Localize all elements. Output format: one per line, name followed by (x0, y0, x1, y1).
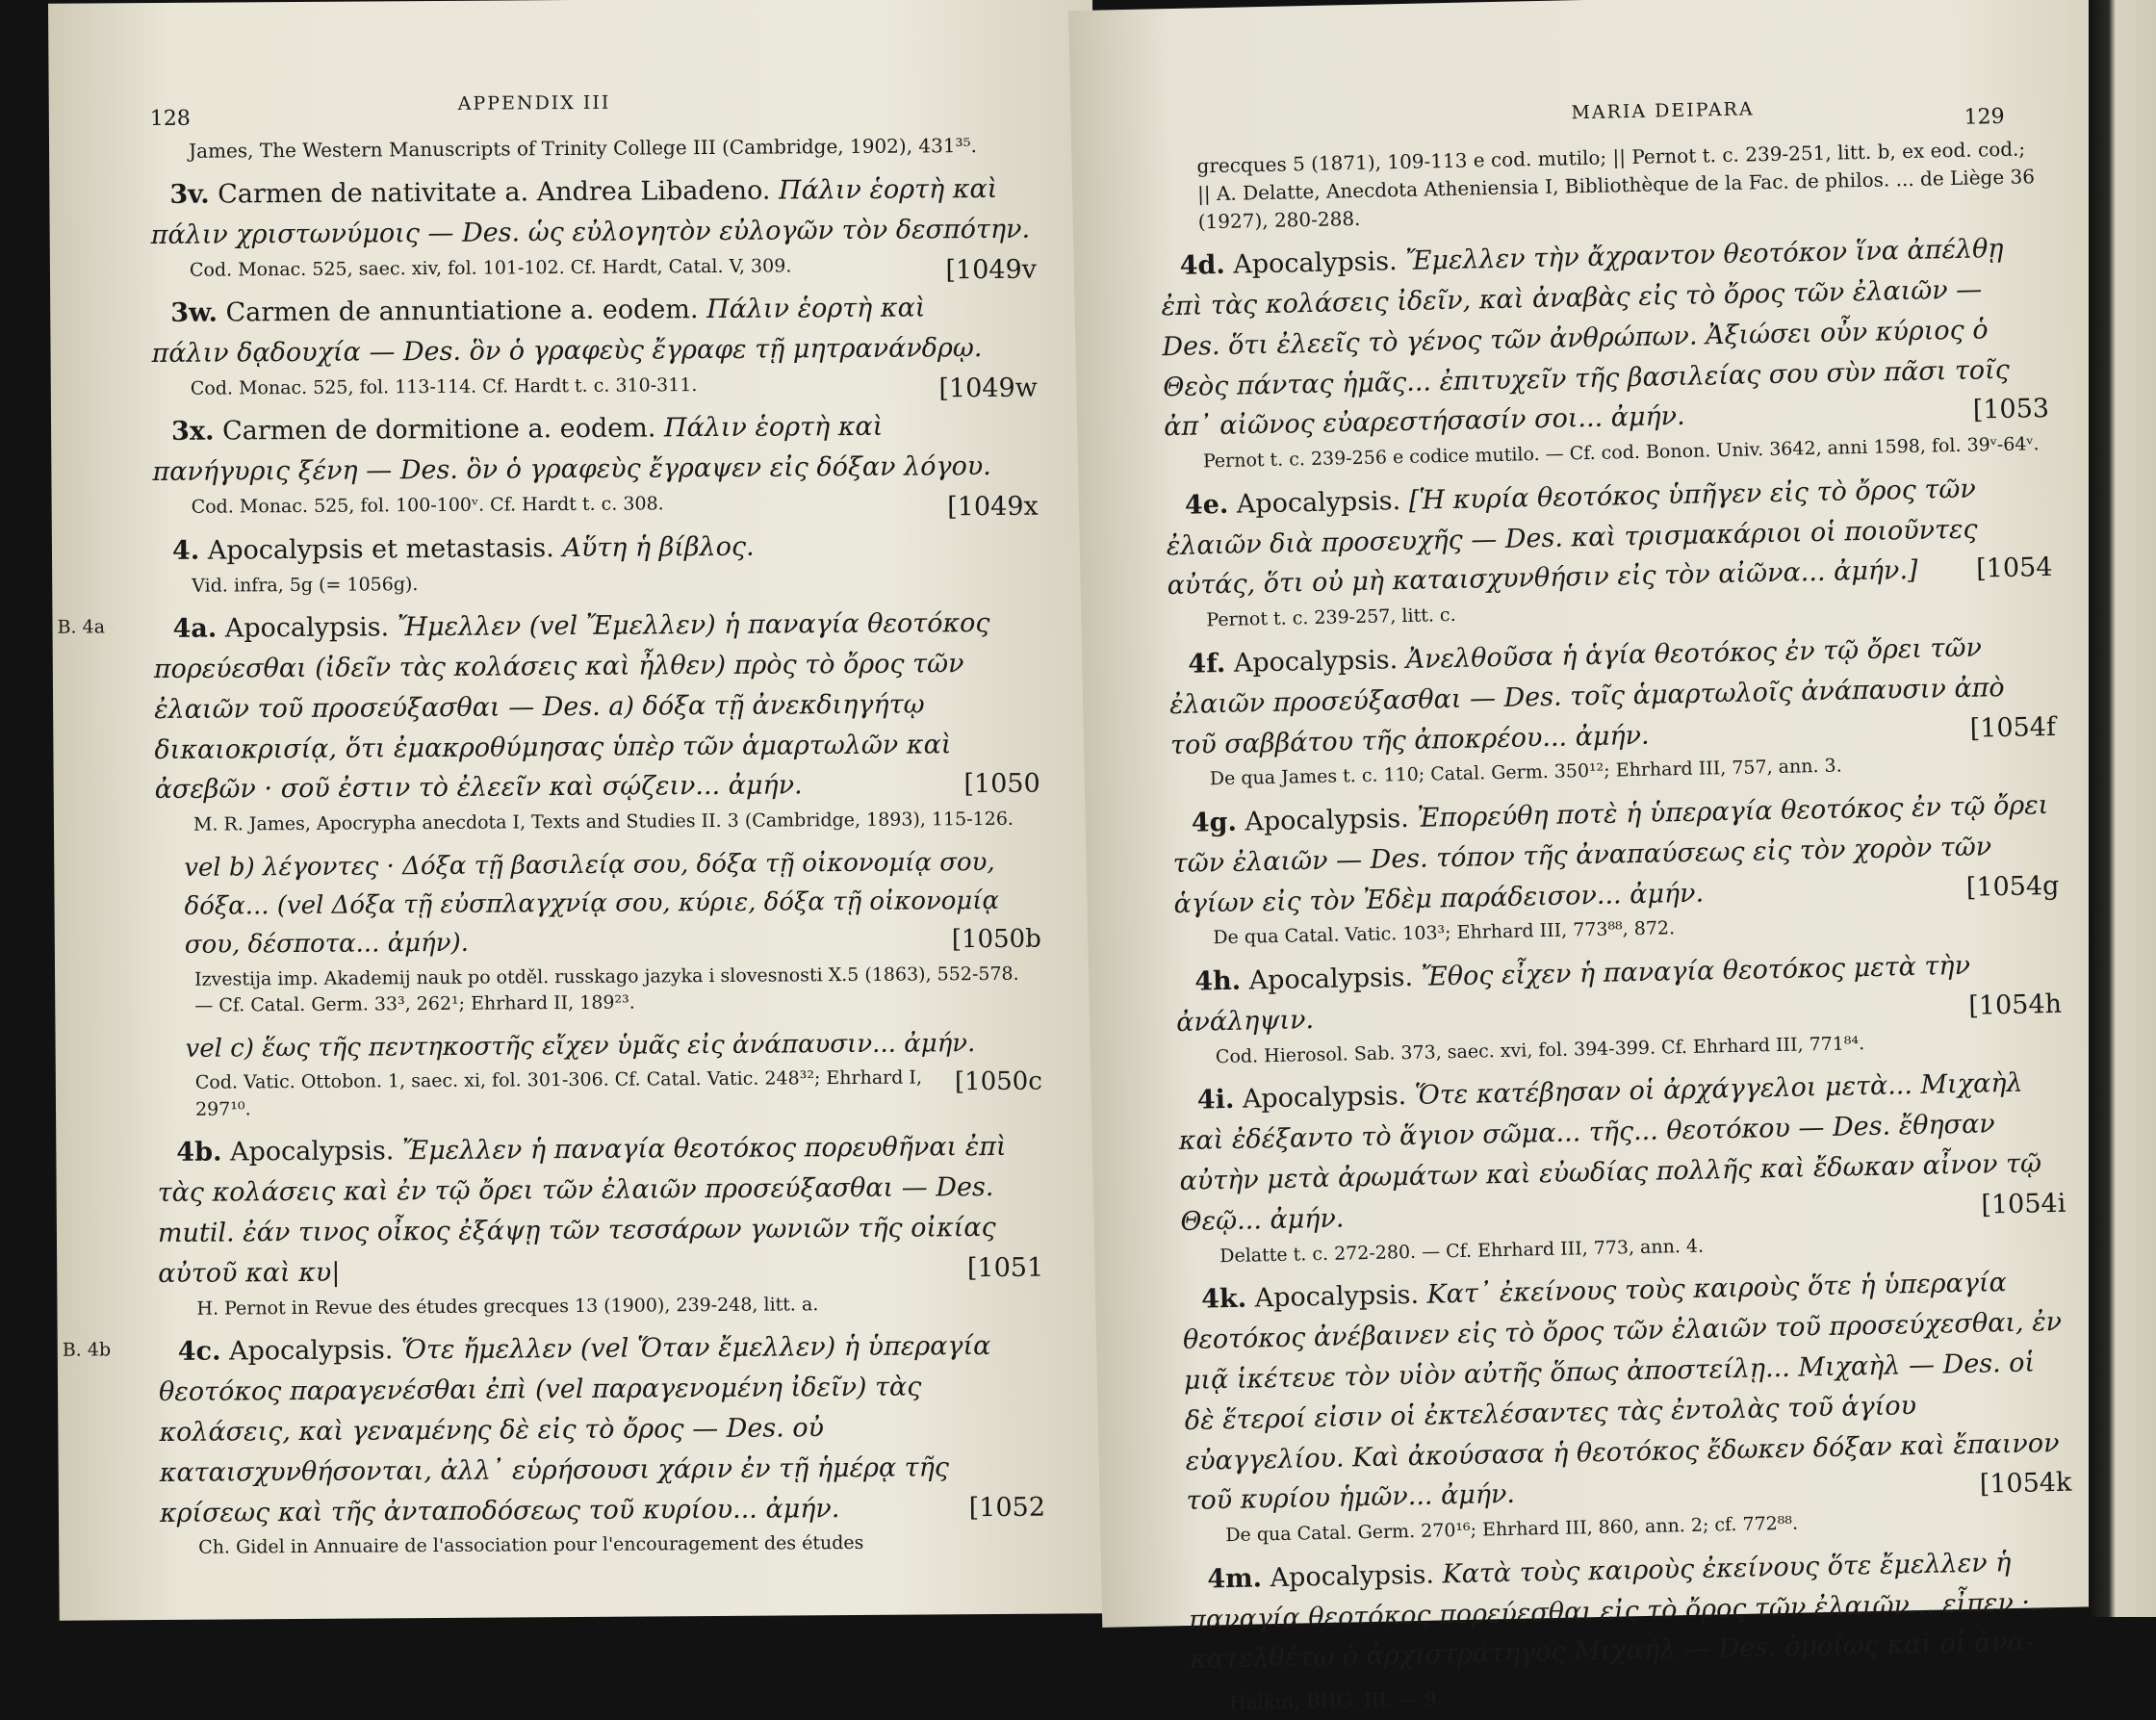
source-reference: Izvestija imp. Akademij nauk po otděl. russkago jazyka i slovesnosti X.5 (1863), 552-578. — Cf. Catal. Germ. 33³, 262¹; Ehrhard II, 189²³. (194, 963, 1019, 1017)
entry-title: Carmen de annuntiatione a. eodem. (225, 295, 699, 328)
bhg-number: [1054i (1981, 1188, 2066, 1220)
entry-title: Apocalypsis. (224, 612, 390, 644)
bhg-number: [1050b (951, 925, 1041, 955)
bhg-number: [1054f (1969, 711, 2057, 744)
source-reference: M. R. James, Apocrypha anecdota I, Texts and Studies II. 3 (Cambridge, 1893), 115-126. (192, 809, 1014, 836)
entry-text (1188, 1541, 2075, 1681)
left-page (48, 0, 1104, 1621)
greek-incipit: Ἐπορεύθη ποτὲ ἡ ὑπεραγία θεοτόκος ἐν τῷ ὄρει τῶν ἐλαιῶν — Des. τόπον τῆς ἀναπαύσεως εἰς τὸν χορὸν τῶν ἁγίων εἰς τὸν Ἐδὲμ παράδεισον... ἀμήν. (1172, 789, 2049, 919)
bibliography-text: grecques 5 (1871), 109-113 e cod. mutilo; || Pernot t. c. 239-251, litt. b, ex eod. cod.; || A. Delatte, Anecdota Atheniensia I, Bibliothèque de la Fac. de philos. ... de Liège 36 (1927), 280-288. (1196, 137, 2036, 234)
greek-incipit: Πάλιν ἑορτὴ καὶ πάλιν χριστωνύμοις — Des. ὡς εὐλογητὸν εὐλογῶν τὸν δεσπότην. (150, 173, 1031, 250)
catalogue-entry (150, 132, 1036, 166)
bhg-number: [1049w (938, 372, 1038, 404)
source-reference: Cod. Monac. 525, fol. 113-114. Cf. Hardt t. c. 310-311. (190, 374, 698, 399)
entry-title: Carmen de dormitione a. eodem. (221, 413, 656, 448)
margin-reference: B. 4b (62, 1339, 112, 1361)
catalogue-entry (157, 1127, 1043, 1322)
entry-text (1168, 627, 2056, 766)
source-reference: Pernot t. c. 239-257, litt. c. (1206, 604, 1456, 631)
source-reference: Ch. Gidel in Annuaire de l'association pour l'encouragement des études (198, 1532, 864, 1559)
bhg-number: [1054g (1965, 870, 2060, 903)
entry-number: 4k. (1200, 1283, 1247, 1315)
bhg-number: [1054 (1975, 552, 2053, 585)
entry-title: Apocalypsis. (1245, 803, 1410, 837)
greek-incipit: [Ἡ κυρία θεοτόκος ὑπῆγεν εἰς τὸ ὄρος τῶν ἐλαιῶν διὰ προσευχῆς — Des. καὶ τρισμακάριοι οἱ ποιοῦντες αὐτάς, ὅτι οὐ μὴ καταισχυνθήσιν εἰς τὸν αἰῶνα... ἀμήν.] (1166, 474, 1978, 602)
entry-number: 4. (171, 535, 200, 566)
source-reference: Vid. infra, 5g (= 1056g). (192, 573, 419, 597)
source-reference: Cod. Monac. 525, saec. xiv, fol. 101-102. Cf. Hardt, Catal. V, 309. (189, 255, 792, 281)
greek-incipit: Αὕτη ἡ βίβλος. (562, 531, 755, 563)
margin-reference: B. 4a (57, 616, 106, 638)
left-page-body (57, 132, 1046, 1562)
entry-text (184, 842, 1041, 964)
greek-incipit: Κατὰ τοὺς καιροὺς ἐκείνους ὅτε ἔμελλεν ἡ παναγία θεοτόκος πορεύεσθαι εἰς τὸ ὄρος τῶν ἐλαιῶν... εἶπεν ·... κατελθέτω ὁ ἀρχιστράτηγος Μιχαήλ — Des. ὁμοίως καὶ οἱ ἀνα- (1188, 1547, 2056, 1676)
catalogue-entry (1158, 135, 2045, 237)
catalogue-entry (1165, 468, 2053, 635)
entry-title: Apocalypsis. (229, 1136, 395, 1168)
signature-mark: Halkin, BHG. III. — 9. (1228, 1686, 1444, 1715)
right-page (1068, 0, 2132, 1715)
entry-number: 4g. (1191, 807, 1238, 838)
catalogue-entry (62, 1326, 1046, 1562)
greek-incipit: Πάλιν ἑορτὴ καὶ πανήγυρις ξένη — Des. ὃν ὁ γραφεὺς ἔγραψεν εἰς δόξαν λόγου. (152, 412, 991, 488)
variant-text: vel c) ἕως τῆς πεντηκοστῆς εἴχεν ὑμᾶς εἰς ἀνάπαυσιν... ἀμήν. (185, 1028, 976, 1064)
greek-incipit: Ἤμελλεν (vel Ἔμελλεν) ἡ παναγία θεοτόκος πορεύεσθαι (ἰδεῖν τὰς κολάσεις καὶ ἦλθεν) πρὸς τὸ ὄρος τῶν ἐλαιῶν τοῦ προσεύξασθαι — Des. a) δόξα τῇ ἀνεκδιηγήτῳ δικαιοκρισίᾳ, ὅτι ἐμακροθύμησας ὑπὲρ τῶν ἁμαρτωλῶν καὶ ἀσεβῶν · σοῦ ἐστιν τὸ ἐλεεῖν καὶ σῴζειν... ἀμήν. (153, 608, 990, 806)
right-running-title: MARIA DEIPARA (1571, 98, 1755, 124)
entry-text (153, 603, 1040, 811)
catalogue-entry (152, 406, 1039, 522)
entry-title: Apocalypsis. (1248, 962, 1414, 996)
catalogue-entry (1168, 627, 2057, 794)
catalogue-entry (151, 288, 1038, 403)
entry-number: 3x. (171, 417, 215, 448)
entry-text (157, 1127, 1043, 1295)
catalogue-entry (1188, 1541, 2075, 1681)
catalogue-entry (57, 603, 1040, 839)
greek-incipit: Ὅτε ἤμελλεν (vel Ὅταν ἔμελλεν) ἡ ὑπεραγία θεοτόκος παραγενέσθαι ἐπὶ (vel παραγενομένη ἰδεῖν) τὰς κολάσεις, καὶ γεναμένης δὲ εἰς τὸ ὄρος — Des. οὐ καταισχυνθήσονται, ἀλλ᾽ εὑρήσουσι χάριν ἐν τῇ ἡμέρᾳ τῆς κρίσεως καὶ τῆς ἀνταποδόσεως τοῦ κυρίου... ἀμήν. (158, 1331, 991, 1528)
catalogue-entry (1182, 1262, 2073, 1551)
bhg-number: [1053 (1972, 394, 2050, 425)
bhg-number: [1049v (945, 254, 1038, 285)
bhg-number: [1051 (966, 1252, 1044, 1283)
greek-incipit: Κατ᾽ ἐκείνους τοὺς καιροὺς ὅτε ἡ ὑπεραγία θεοτόκος ἀνέβαινεν εἰς τὸ ὄρος τῶν ἐλαιῶν τοῦ προσεύχεσθαι, ἐν μιᾷ ἱκέτευε τὸν υἱὸν αὐτῆς ὅπως ἀποστείλῃ... Μιχαὴλ — Des. οἱ δὲ ἕτεροί εἰσιν οἱ ἐκτελέσαντες τὰς ἐντολὰς τοῦ ἁγίου εὐαγγελίου. Καὶ ἀκούσασα ἡ θεοτόκος ἔδωκεν δόξαν καὶ ἔπαινον τοῦ κυρίου ἡμῶν... ἀμήν. (1182, 1268, 2063, 1517)
entry-number: 4d. (1179, 249, 1226, 281)
greek-incipit: Πάλιν ἑορτὴ καὶ πάλιν δᾳδουχία — Des. ὃν ὁ γραφεὺς ἔγραφε τῇ μητρανάνδρῳ. (151, 293, 983, 370)
catalogue-entry (156, 1023, 1042, 1123)
catalogue-entry (1177, 1063, 2066, 1271)
entry-number: 4m. (1206, 1563, 1263, 1595)
greek-incipit: Ἔθος εἶχεν ἡ παναγία θεοτόκος μετὰ τὴν ἀνάληψιν. (1175, 950, 1971, 1038)
catalogue-entry (1160, 228, 2050, 476)
entry-number: 4e. (1184, 489, 1229, 521)
catalogue-entry (150, 169, 1037, 285)
source-reference: Delatte t. c. 272-280. — Cf. Ehrhard III, 773, ann. 4. (1219, 1235, 1705, 1267)
catalogue-entry (155, 842, 1041, 1019)
bhg-number: [1052 (968, 1492, 1046, 1523)
right-page-body (1158, 135, 2075, 1681)
bhg-number: [1050 (963, 769, 1040, 800)
source-reference: De qua Catal. Germ. 270¹⁶; Ehrhard III, 860, ann. 2; cf. 772⁸⁸. (1225, 1512, 1799, 1547)
entry-title: Carmen de nativitate a. Andrea Libadeno. (218, 175, 771, 210)
entry-title: Apocalypsis. (1233, 246, 1399, 280)
greek-incipit: Ἔμελλεν ἡ παναγία θεοτόκος πορευθῆναι ἐπὶ τὰς κολάσεις καὶ ἐν τῷ ὄρει τῶν ἐλαιῶν προσεύξασθαι — Des. mutil. ἐάν τινος οἶκος ἐξάψῃ τῶν τεσσάρων γωνιῶν τῆς οἰκίας αὐτοῦ καὶ κυ| (157, 1132, 1007, 1289)
bibliography-text: James, The Western Manuscripts of Trinity College III (Cambridge, 1902), 431³⁵. (189, 134, 978, 163)
entry-number: 3v. (169, 179, 210, 210)
entry-title: Apocalypsis et metastasis. (207, 532, 554, 566)
left-page-number: 128 (149, 106, 191, 132)
catalogue-entry (153, 525, 1039, 600)
entry-text (159, 1326, 1045, 1534)
left-running-title: APPENDIX III (457, 91, 611, 115)
bhg-number: [1050c (954, 1066, 1042, 1097)
variant-text: vel b) λέγοντες · Δόξα τῇ βασιλείᾳ σου, δόξα τῇ οἰκονομίᾳ σου, δόξα... (vel Δόξα τῇ εὐσπλαγχνίᾳ σου, κύριε, δόξα τῇ οἰκονομίᾳ σου, δέσποτα... ἀμήν). (184, 847, 1000, 961)
catalogue-entry (1171, 785, 2060, 953)
entry-text (1165, 468, 2052, 607)
entry-title: Apocalypsis. (1236, 485, 1401, 520)
entry-number: 4a. (172, 613, 218, 644)
greek-incipit: Ἀνελθοῦσα ἡ ἁγία θεοτόκος ἐν τῷ ὄρει τῶν ἐλαιῶν προσεύξασθαι — Des. τοῖς ἁμαρτωλοῖς ἀνάπαυσιν ἀπὸ τοῦ σαββάτου τῆς ἀποκρέου... ἀμήν. (1168, 632, 2005, 760)
left-running-head (150, 74, 1036, 138)
entry-number: 4b. (176, 1137, 222, 1168)
catalogue-entry (1175, 944, 2063, 1071)
source-reference: H. Pernot in Revue des études grecques 13 (1900), 239-248, litt. a. (196, 1293, 819, 1320)
entry-title: Apocalypsis. (1254, 1280, 1420, 1314)
entry-text (1177, 1063, 2066, 1243)
entry-text (1160, 228, 2049, 448)
source-reference: Cod. Vatic. Ottobon. 1, saec. xi, fol. 301-306. Cf. Catal. Vatic. 248³²; Ehrhard I, 297¹⁰. (194, 1066, 923, 1120)
entry-number: 4c. (177, 1336, 221, 1368)
entry-number: 4f. (1188, 648, 1226, 680)
bhg-number: [1054k (1979, 1468, 2072, 1501)
bhg-number: [1054h (1968, 988, 2063, 1021)
greek-incipit: Ἔμελλεν τὴν ἄχραντον θεοτόκον ἵνα ἀπέλθῃ ἐπὶ τὰς κολάσεις ἰδεῖν, καὶ ἀναβὰς εἰς τὸ ὄρος τῶν ἐλαιῶν — Des. ὅτι ἐλεεῖς τὸ γένος τῶν ἀνθρώπων. Ἀξιώσει οὖν κύριος ὁ Θεὸς πάντας ἡμᾶς... ἐπιτυχεῖν τῆς βασιλείας σου σὺν πᾶσι τοῖς ἀπ᾽ αἰῶνος εὐαρεστήσασίν σοι... ἀμήν. (1161, 233, 2011, 443)
entry-number: 3w. (170, 297, 218, 329)
entry-title: Apocalypsis. (228, 1335, 394, 1367)
source-reference: Cod. Monac. 525, fol. 100-100ᵛ. Cf. Hardt t. c. 308. (191, 493, 664, 518)
entry-number: 4h. (1194, 965, 1242, 997)
next-page-edge (2089, 0, 2156, 1617)
entry-number: 4i. (1196, 1085, 1235, 1116)
entry-title: Apocalypsis. (1270, 1559, 1435, 1593)
entry-text (153, 525, 1039, 571)
source-reference: Cod. Hierosol. Sab. 373, saec. xvi, fol. 394-399. Cf. Ehrhard III, 771⁸⁴. (1215, 1032, 1865, 1067)
source-reference: Pernot t. c. 239-256 e codice mutilo. — Cf. cod. Bonon. Univ. 3642, anni 1598, fol. 39ᵛ-64ᵛ. (1202, 433, 2040, 473)
source-reference: De qua Catal. Vatic. 103³; Ehrhard III, 773⁸⁸, 872. (1213, 917, 1676, 949)
entry-text (1175, 944, 2063, 1043)
right-page-number: 129 (1964, 104, 2005, 130)
entry-text (1171, 785, 2059, 925)
greek-incipit: Ὅτε κατέβησαν οἱ ἀρχάγγελοι μετὰ... Μιχαὴλ καὶ ἐδέξαντο τὸ ἅγιον σῶμα... τῆς... θεοτόκου — Des. ἔθησαν αὐτὴν μετὰ ἀρωμάτων καὶ εὐωδίας πολλῆς καὶ ἔδωκαν αἶνον τῷ Θεῷ... ἀμήν. (1178, 1067, 2042, 1237)
source-reference: De qua James t. c. 110; Catal. Germ. 350¹²; Ehrhard III, 757, ann. 3. (1209, 755, 1842, 790)
entry-title: Apocalypsis. (1233, 645, 1399, 679)
entry-title: Apocalypsis. (1242, 1081, 1407, 1115)
bhg-number: [1049x (947, 491, 1039, 523)
entry-text (1182, 1262, 2072, 1522)
